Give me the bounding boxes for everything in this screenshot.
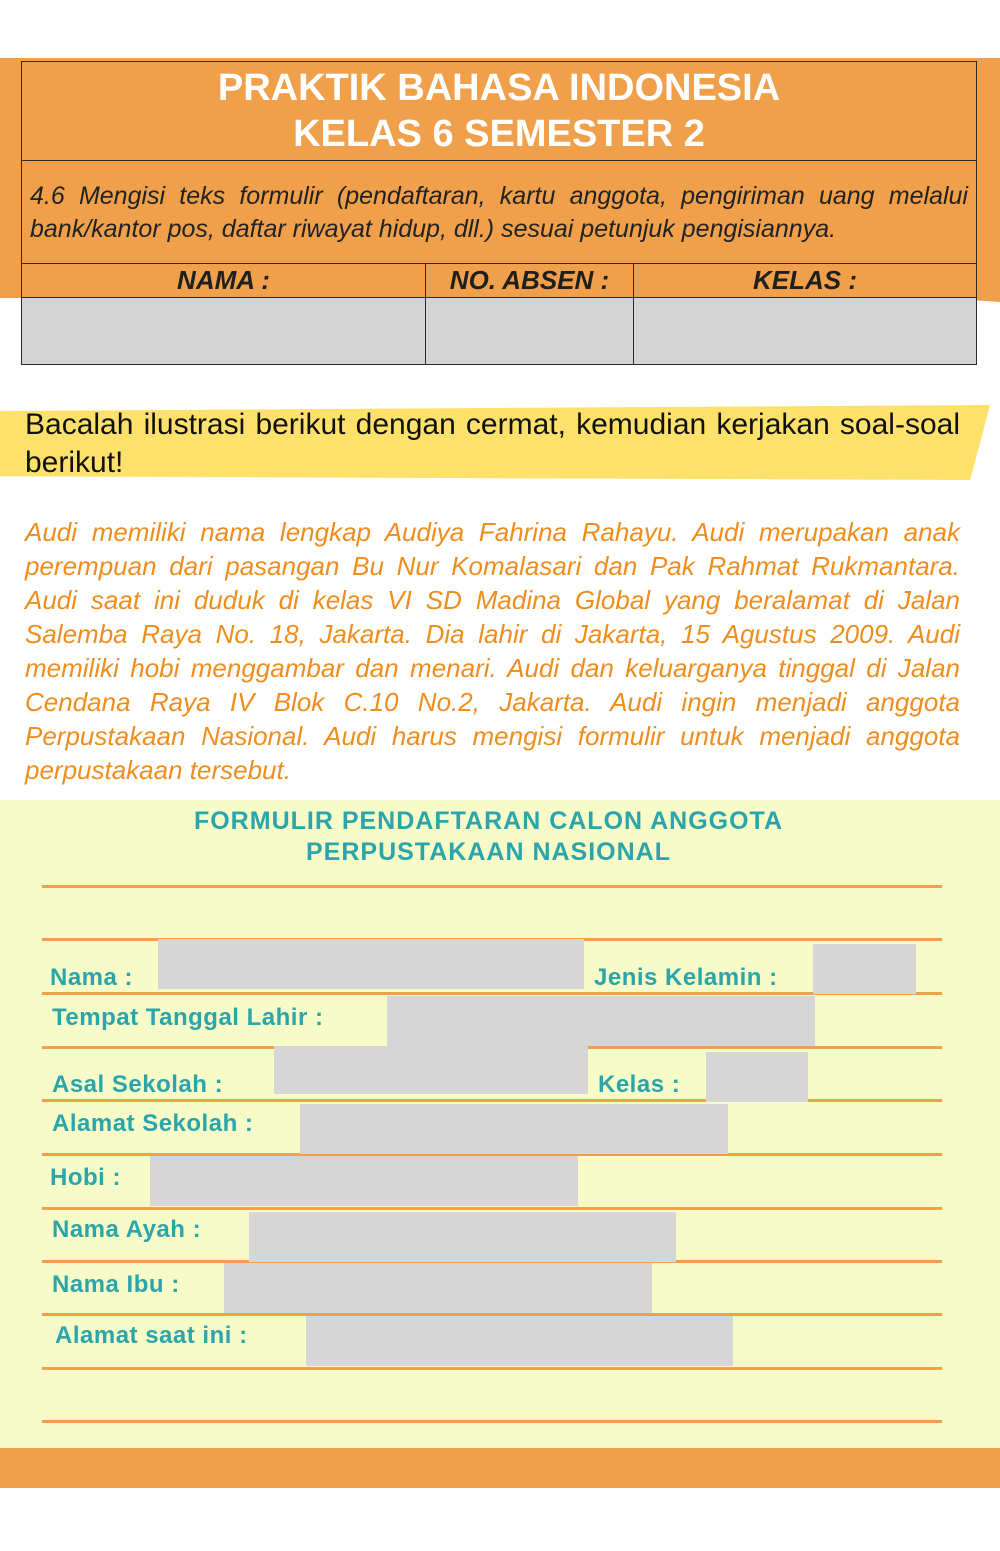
jenis-kelamin-input[interactable] (813, 944, 916, 994)
form-rule (42, 885, 942, 888)
student-name-input[interactable] (22, 298, 426, 365)
form-rule (42, 992, 942, 995)
alamat-sekolah-input[interactable] (300, 1104, 728, 1154)
form-rule (42, 1367, 942, 1370)
nama-label: Nama : (50, 964, 134, 991)
ttl-input[interactable] (387, 996, 815, 1046)
title-line-2: KELAS 6 SEMESTER 2 (293, 113, 705, 155)
form-rule (42, 1420, 942, 1423)
asal-sekolah-label: Asal Sekolah : (52, 1071, 224, 1098)
absen-header: NO. ABSEN : (426, 264, 634, 298)
nama-ibu-input[interactable] (224, 1263, 652, 1313)
title-line-1: PRAKTIK BAHASA INDONESIA (217, 67, 781, 109)
jenis-kelamin-label: Jenis Kelamin : (594, 964, 778, 991)
kelas-label: Kelas : (598, 1071, 681, 1098)
instruction-text: Bacalah ilustrasi berikut dengan cermat, kemudian kerjakan soal-soal berikut! (25, 408, 960, 479)
alamat-input[interactable] (306, 1316, 733, 1366)
kelas-header: KELAS : (634, 264, 977, 298)
student-kelas-input[interactable] (634, 298, 977, 365)
alamat-sekolah-label: Alamat Sekolah : (52, 1110, 254, 1137)
form-title-line-2: PERPUSTAKAAN NASIONAL (306, 838, 671, 866)
form-title-line-1: FORMULIR PENDAFTARAN CALON ANGGOTA (193, 807, 784, 835)
competency-text: 4.6 Mengisi teks formulir (pendaftaran, kartu anggota, pengiriman uang melalui bank/kantor pos, daftar riwayat hidup, dll.) sesuai petunjuk pengisiannya. (22, 161, 977, 264)
nama-ibu-label: Nama Ibu : (52, 1271, 180, 1298)
form-title (0, 806, 977, 868)
alamat-label: Alamat saat ini : (55, 1322, 248, 1349)
footer-orange-band (0, 1448, 1000, 1488)
nama-input[interactable] (158, 939, 584, 989)
worksheet-title (22, 62, 977, 161)
form-rule (42, 1207, 942, 1210)
story-text: Audi memiliki nama lengkap Audiya Fahrina Rahayu. Audi merupakan anak perempuan dari pasangan Bu Nur Komalasari dan Pak Rahmat Rukmantara. Audi saat ini duduk di kelas VI SD Madina Global yang beralamat di Jalan Salemba Raya No. 18, Jakarta. Dia lahir di Jakarta, 15 Agustus 2009. Audi memiliki hobi menggambar dan menari. Audi dan keluarganya tinggal di Jalan Cendana Raya IV Blok C.10 No.2, Jakarta. Audi ingin menjadi anggota Perpustakaan Nasional. Audi harus mengisi formulir untuk menjadi anggota perpustakaan tersebut. (25, 517, 960, 785)
nama-ayah-input[interactable] (249, 1212, 676, 1262)
nama-ayah-label: Nama Ayah : (52, 1216, 202, 1243)
nama-header: NAMA : (22, 264, 426, 298)
hobi-label: Hobi : (50, 1164, 121, 1191)
asal-sekolah-input[interactable] (274, 1046, 588, 1094)
ttl-label: Tempat Tanggal Lahir : (52, 1004, 324, 1031)
header-table (21, 61, 977, 365)
hobi-input[interactable] (150, 1156, 578, 1206)
kelas-input[interactable] (706, 1052, 808, 1102)
student-absen-input[interactable] (426, 298, 634, 365)
